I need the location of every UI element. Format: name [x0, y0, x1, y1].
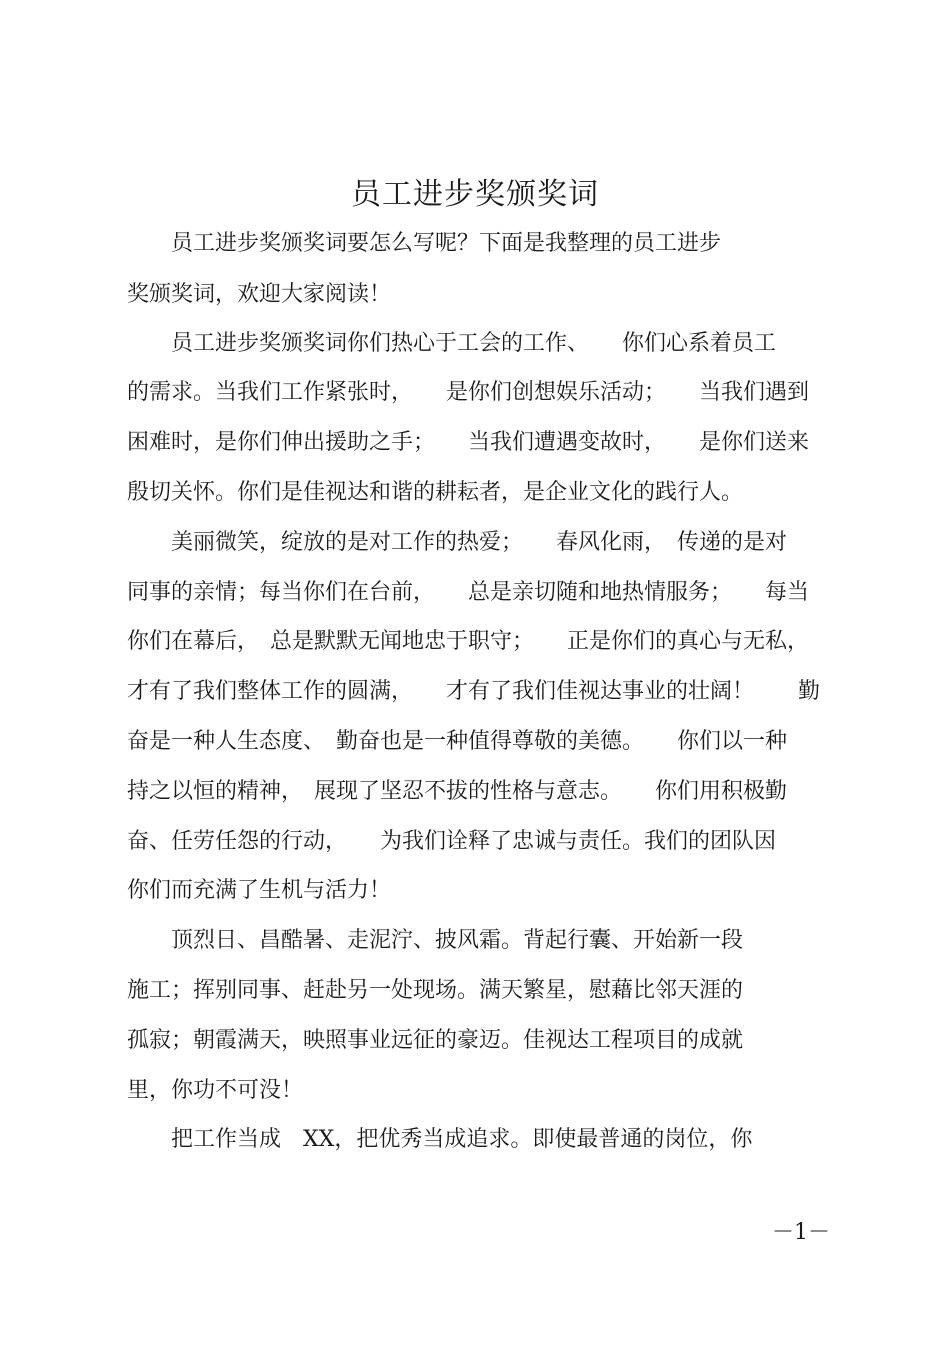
body-line: 孤寂；朝霞满天，映照事业远征的豪迈。佳视达工程项目的成就: [127, 1028, 744, 1053]
body-line: 员工进步奖颁奖词要怎么写呢？下面是我整理的员工进步: [127, 231, 722, 256]
body-line: 殷切关怀。你们是佳视达和谐的耕耘者，是企业文化的践行人。: [127, 480, 744, 505]
body-line: 奋是一种人生态度、 勤奋也是一种值得尊敬的美德。 你们以一种: [127, 729, 788, 754]
body-line: 奖颁奖词，欢迎大家阅读！: [127, 282, 392, 307]
body-line: 美丽微笑，绽放的是对工作的热爱； 春风化雨， 传递的是对: [127, 530, 788, 555]
body-line: 施工；挥别同事、赶赴另一处现场。满天繁星，慰藉比邻天涯的: [127, 978, 744, 1003]
body-line: 奋、任劳任怨的行动， 为我们诠释了忠诚与责任。我们的团队因: [127, 829, 777, 854]
body-line: 持之以恒的精神， 展现了坚忍不拔的性格与意志。 你们用积极勤: [127, 779, 788, 804]
body-line: 里，你功不可没！: [127, 1078, 304, 1103]
body-line: 把工作当成 XX，把优秀当成追求。即使最普通的岗位，你: [127, 1127, 753, 1152]
body-line: 你们而充满了生机与活力！: [127, 878, 392, 903]
document-title: 员工进步奖颁奖词: [351, 177, 599, 212]
body-line: 才有了我们整体工作的圆满， 才有了我们佳视达事业的壮阔！ 勤: [127, 679, 821, 704]
body-line: 顶烈日、昌酷暑、走泥泞、披风霜。背起行囊、开始新一段: [127, 928, 744, 953]
body-line: 的需求。当我们工作紧张时， 是你们创想娱乐活动； 当我们遇到: [127, 380, 810, 405]
body-line: 你们在幕后， 总是默默无闻地忠于职守； 正是你们的真心与无私，: [127, 629, 810, 654]
body-line: 员工进步奖颁奖词你们热心于工会的工作、 你们心系着员工: [127, 331, 777, 356]
body-line: 同事的亲情；每当你们在台前， 总是亲切随和地热情服务； 每当: [127, 580, 810, 605]
page-number: －1－: [772, 1220, 830, 1245]
body-line: 困难时，是你们伸出援助之手； 当我们遭遇变故时， 是你们送来: [127, 430, 810, 455]
